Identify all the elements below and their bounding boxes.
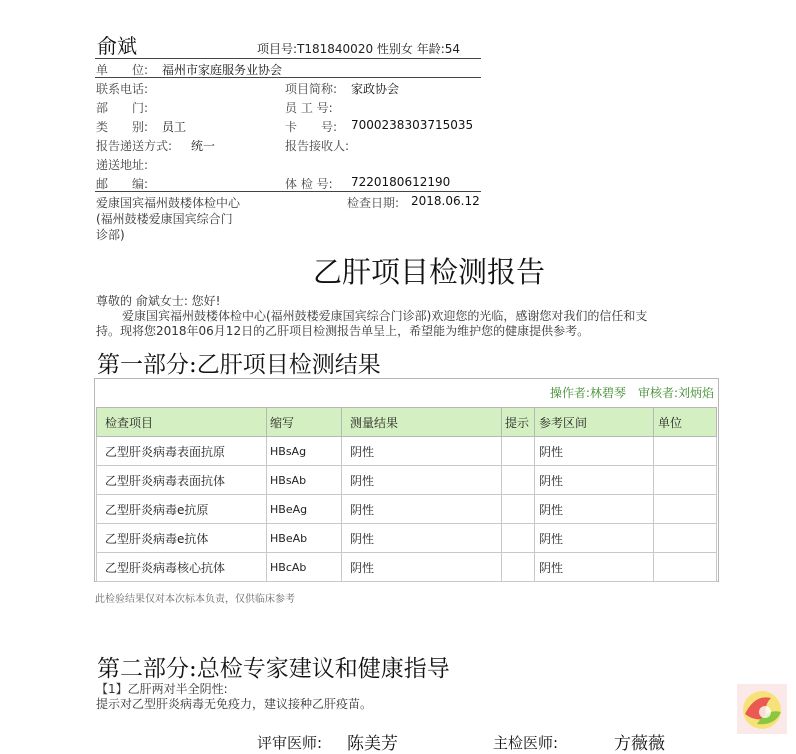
reviewer-signature: 陈美芳 <box>347 734 398 754</box>
cell-abbr: HBsAg <box>267 437 342 466</box>
chief-label: 主检医师: <box>493 734 559 752</box>
cell-ref: 阴性 <box>535 524 654 553</box>
results-panel <box>94 378 719 582</box>
project-abbr-label: 项目简称: <box>285 82 338 96</box>
cell-result: 阴性 <box>342 524 502 553</box>
center-line-1: 爱康国宾福州鼓楼体检中心 <box>96 196 241 210</box>
exam-date-label: 检查日期: <box>347 196 400 210</box>
header-divider <box>95 58 481 59</box>
unit-value: 福州市家庭服务业协会 <box>162 63 283 77</box>
cell-ref: 阴性 <box>535 553 654 582</box>
receiver-label: 报告接收人: <box>285 139 350 153</box>
unit-label: 单 位: <box>96 63 149 77</box>
unit-divider <box>95 77 481 78</box>
cell-ref: 阴性 <box>535 495 654 524</box>
phone-label: 联系电话: <box>96 82 149 96</box>
cell-item: 乙型肝炎病毒表面抗原 <box>97 437 267 466</box>
category-value: 员工 <box>162 120 187 134</box>
intro-line-1: 爱康国宾福州鼓楼体检中心(福州鼓楼爱康国宾综合门诊部)欢迎您的光临，感谢您对我们的信任和支 <box>122 309 648 323</box>
card-label: 卡 号: <box>285 120 338 134</box>
patient-meta: 项目号:T181840020 性别女 年龄:54 <box>257 42 461 56</box>
exam-no-value: 7220180612190 <box>351 175 451 189</box>
exam-date-value: 2018.06.12 <box>411 194 480 208</box>
advice-item-title: 【1】乙肝两对半全阴性: <box>96 682 228 696</box>
cell-abbr: HBeAg <box>267 495 342 524</box>
col-hint: 提示 <box>502 408 535 437</box>
exam-no-label: 体 检 号: <box>285 177 333 191</box>
cell-item: 乙型肝炎病毒表面抗体 <box>97 466 267 495</box>
col-ref: 参考区间 <box>535 408 654 437</box>
address-label: 递送地址: <box>96 158 149 172</box>
category-label: 类 别: <box>96 120 149 134</box>
advice-item-text: 提示对乙型肝炎病毒无免疫力，建议接种乙肝疫苗。 <box>96 697 373 711</box>
project-abbr-value: 家政协会 <box>351 82 400 96</box>
cell-result: 阴性 <box>342 553 502 582</box>
info-divider <box>95 191 481 192</box>
center-line-3: 诊部) <box>96 228 125 242</box>
cell-hint <box>502 524 535 553</box>
cell-unit <box>654 495 717 524</box>
greeting: 尊敬的 俞斌女士: 您好! <box>96 294 221 308</box>
table-row <box>97 466 717 495</box>
cell-item: 乙型肝炎病毒核心抗体 <box>97 553 267 582</box>
cell-item: 乙型肝炎病毒e抗原 <box>97 495 267 524</box>
table-header-row <box>97 408 717 437</box>
cell-hint <box>502 553 535 582</box>
cell-item: 乙型肝炎病毒e抗体 <box>97 524 267 553</box>
cell-result: 阴性 <box>342 466 502 495</box>
intro-line-2: 持。现将您2018年06月12日的乙肝项目检测报告单呈上，希望能为维护您的健康提供参考。 <box>96 324 590 338</box>
table-row <box>97 495 717 524</box>
patient-name: 俞斌 <box>97 34 137 58</box>
table-row <box>97 524 717 553</box>
cell-hint <box>502 437 535 466</box>
table-row <box>97 437 717 466</box>
cell-hint <box>502 466 535 495</box>
cell-abbr: HBsAb <box>267 466 342 495</box>
postcode-label: 邮 编: <box>96 177 149 191</box>
delivery-value: 统一 <box>191 139 216 153</box>
chief-signature: 方薇薇 <box>614 734 665 754</box>
cell-unit <box>654 437 717 466</box>
staff-no-label: 员 工 号: <box>285 101 333 115</box>
cell-result: 阴性 <box>342 495 502 524</box>
cell-unit <box>654 553 717 582</box>
results-table <box>96 407 717 582</box>
cell-result: 阴性 <box>342 437 502 466</box>
col-unit: 单位 <box>654 408 717 437</box>
part1-title: 第一部分:乙肝项目检测结果 <box>97 352 381 378</box>
table-row <box>97 553 717 582</box>
reviewer-label: 评审医师: <box>257 734 323 752</box>
cell-ref: 阴性 <box>535 437 654 466</box>
cell-abbr: HBcAb <box>267 553 342 582</box>
center-line-2: (福州鼓楼爱康国宾综合门 <box>96 212 233 226</box>
clinic-logo-icon <box>737 684 787 734</box>
cell-unit <box>654 466 717 495</box>
cell-ref: 阴性 <box>535 466 654 495</box>
part2-title: 第二部分:总检专家建议和健康指导 <box>97 656 450 682</box>
cell-abbr: HBeAb <box>267 524 342 553</box>
disclaimer-note: 此检验结果仅对本次标本负责，仅供临床参考 <box>95 594 295 605</box>
cell-hint <box>502 495 535 524</box>
delivery-label: 报告递送方式: <box>96 139 173 153</box>
card-value: 7000238303715035 <box>351 118 474 132</box>
col-abbr: 缩写 <box>267 408 342 437</box>
report-title: 乙肝项目检测报告 <box>312 255 545 289</box>
dept-label: 部 门: <box>96 101 149 115</box>
cell-unit <box>654 524 717 553</box>
col-result: 测量结果 <box>342 408 502 437</box>
col-item: 检查项目 <box>97 408 267 437</box>
operator-reviewer: 操作者:林碧琴 审核者:刘炳焰 <box>549 386 714 400</box>
